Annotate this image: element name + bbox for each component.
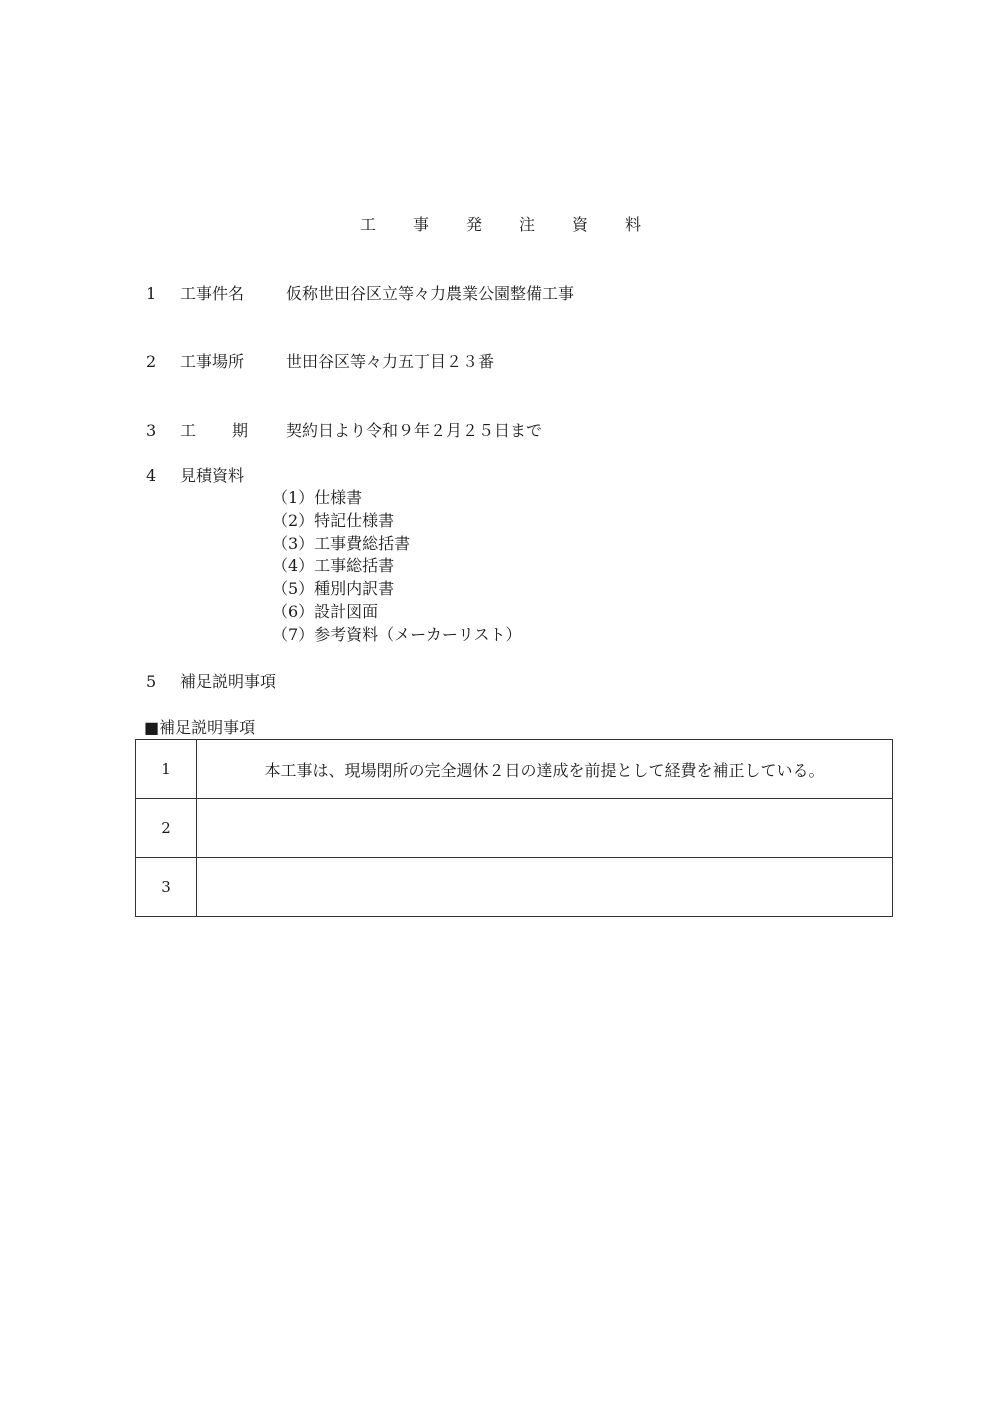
title-char: 資 — [572, 215, 589, 234]
section-label-char: 期 — [232, 421, 249, 440]
section-number: 3 — [146, 421, 157, 440]
table-caption: ■補足説明事項 — [144, 718, 256, 737]
row-number: 3 — [136, 858, 197, 917]
notes-table — [135, 739, 893, 917]
section-number: 4 — [146, 466, 157, 485]
title-char: 事 — [413, 215, 430, 234]
row-text: 本工事は、現場閉所の完全週休２日の達成を前提として経費を補正している。 — [197, 740, 893, 799]
row-text — [197, 799, 893, 858]
row-number: 2 — [136, 799, 197, 858]
table-row — [136, 740, 893, 799]
list-item: （2）特記仕様書 — [272, 510, 395, 530]
section-value: 契約日より令和９年２月２５日まで — [286, 421, 543, 440]
section-value: 仮称世田谷区立等々力農業公園整備工事 — [286, 284, 575, 303]
section-label: 補足説明事項 — [180, 672, 277, 691]
row-text — [197, 858, 893, 917]
list-item: （3）工事費総括書 — [272, 533, 411, 553]
section-label: 工事件名 — [180, 284, 245, 303]
section-number: 5 — [146, 672, 157, 691]
list-item: （5）種別内訳書 — [272, 579, 395, 599]
table-row — [136, 799, 893, 858]
title-char: 発 — [466, 215, 483, 234]
section-label-char: 工 — [180, 421, 197, 440]
title-char: 料 — [625, 215, 642, 234]
section-number: 2 — [146, 352, 157, 371]
section-number: 1 — [146, 284, 157, 303]
materials-list — [272, 487, 522, 647]
title-char: 注 — [519, 215, 536, 234]
list-item: （4）工事総括書 — [272, 556, 395, 576]
section-value: 世田谷区等々力五丁目２３番 — [286, 352, 495, 371]
list-item: （7）参考資料（メーカーリスト） — [272, 624, 522, 644]
table-row — [136, 858, 893, 917]
section-label: 見積資料 — [180, 466, 245, 485]
list-item: （6）設計図面 — [272, 601, 379, 621]
title-char: 工 — [360, 215, 377, 234]
row-number: 1 — [136, 740, 197, 799]
list-item: （1）仕様書 — [272, 488, 363, 507]
section-label: 工事場所 — [180, 352, 245, 371]
